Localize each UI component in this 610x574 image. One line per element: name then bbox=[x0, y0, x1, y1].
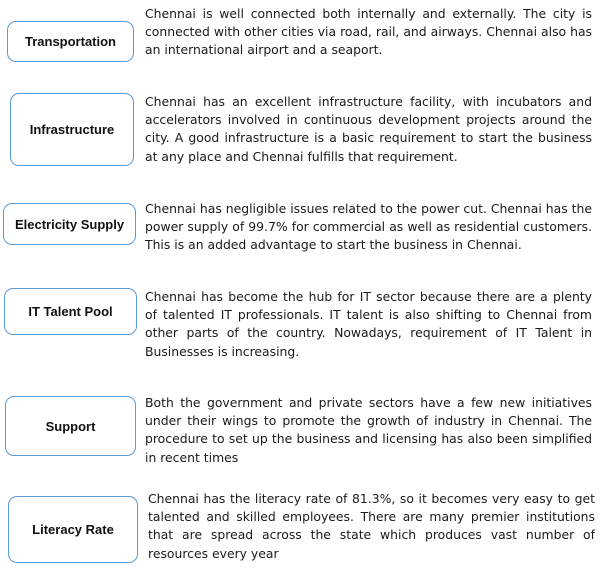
label-infrastructure: Infrastructure bbox=[29, 122, 115, 137]
label-literacy-rate: Literacy Rate bbox=[32, 522, 114, 537]
description-infrastructure: Chennai has an excellent infrastructure facility, with incubators and accelerators involved in continuous development projects around the city. A good infrastructure is a basic requirement to start the business at any place and Chennai fulfills that requirement. bbox=[145, 94, 592, 164]
description-electricity-supply: Chennai has negligible issues related to the power cut. Chennai has the power supply of 99.7% for commercial as well as residential customers. This is an added advantage to start the business in Chennai. bbox=[145, 201, 592, 253]
label-box-transportation bbox=[7, 21, 134, 62]
label-box-electricity-supply bbox=[3, 203, 136, 245]
label-box-support bbox=[5, 396, 136, 456]
label-box-it-talent-pool bbox=[4, 288, 137, 335]
label-box-infrastructure bbox=[10, 93, 134, 166]
label-box-literacy-rate bbox=[8, 496, 138, 563]
label-electricity-supply: Electricity Supply bbox=[14, 216, 125, 232]
label-support: Support bbox=[45, 418, 96, 434]
label-it-talent-pool: IT Talent Pool bbox=[28, 304, 113, 319]
description-literacy-rate: Chennai has the literacy rate of 81.3%, so it becomes very easy to get talented and skilled employees. There are many premier institutions that are spread across the state which produces vast number of resources every year bbox=[148, 491, 595, 561]
description-it-talent-pool: Chennai has become the hub for IT sector because there are a plenty of talented IT professionals. IT talent is also shifting to Chennai from other parts of the country. Nowadays, requirement of IT Talent in Businesses is increasing. bbox=[145, 289, 592, 359]
description-support: Both the government and private sectors have a few new initiatives under their wings to promote the growth of industry in Chennai. The procedure to set up the business and licensing has also been simplified in recent times bbox=[145, 395, 592, 465]
label-transportation: Transportation bbox=[24, 34, 116, 49]
description-transportation: Chennai is well connected both internally and externally. The city is connected with other cities via road, rail, and airways. Chennai also has an international airport and a seaport. bbox=[145, 6, 592, 58]
